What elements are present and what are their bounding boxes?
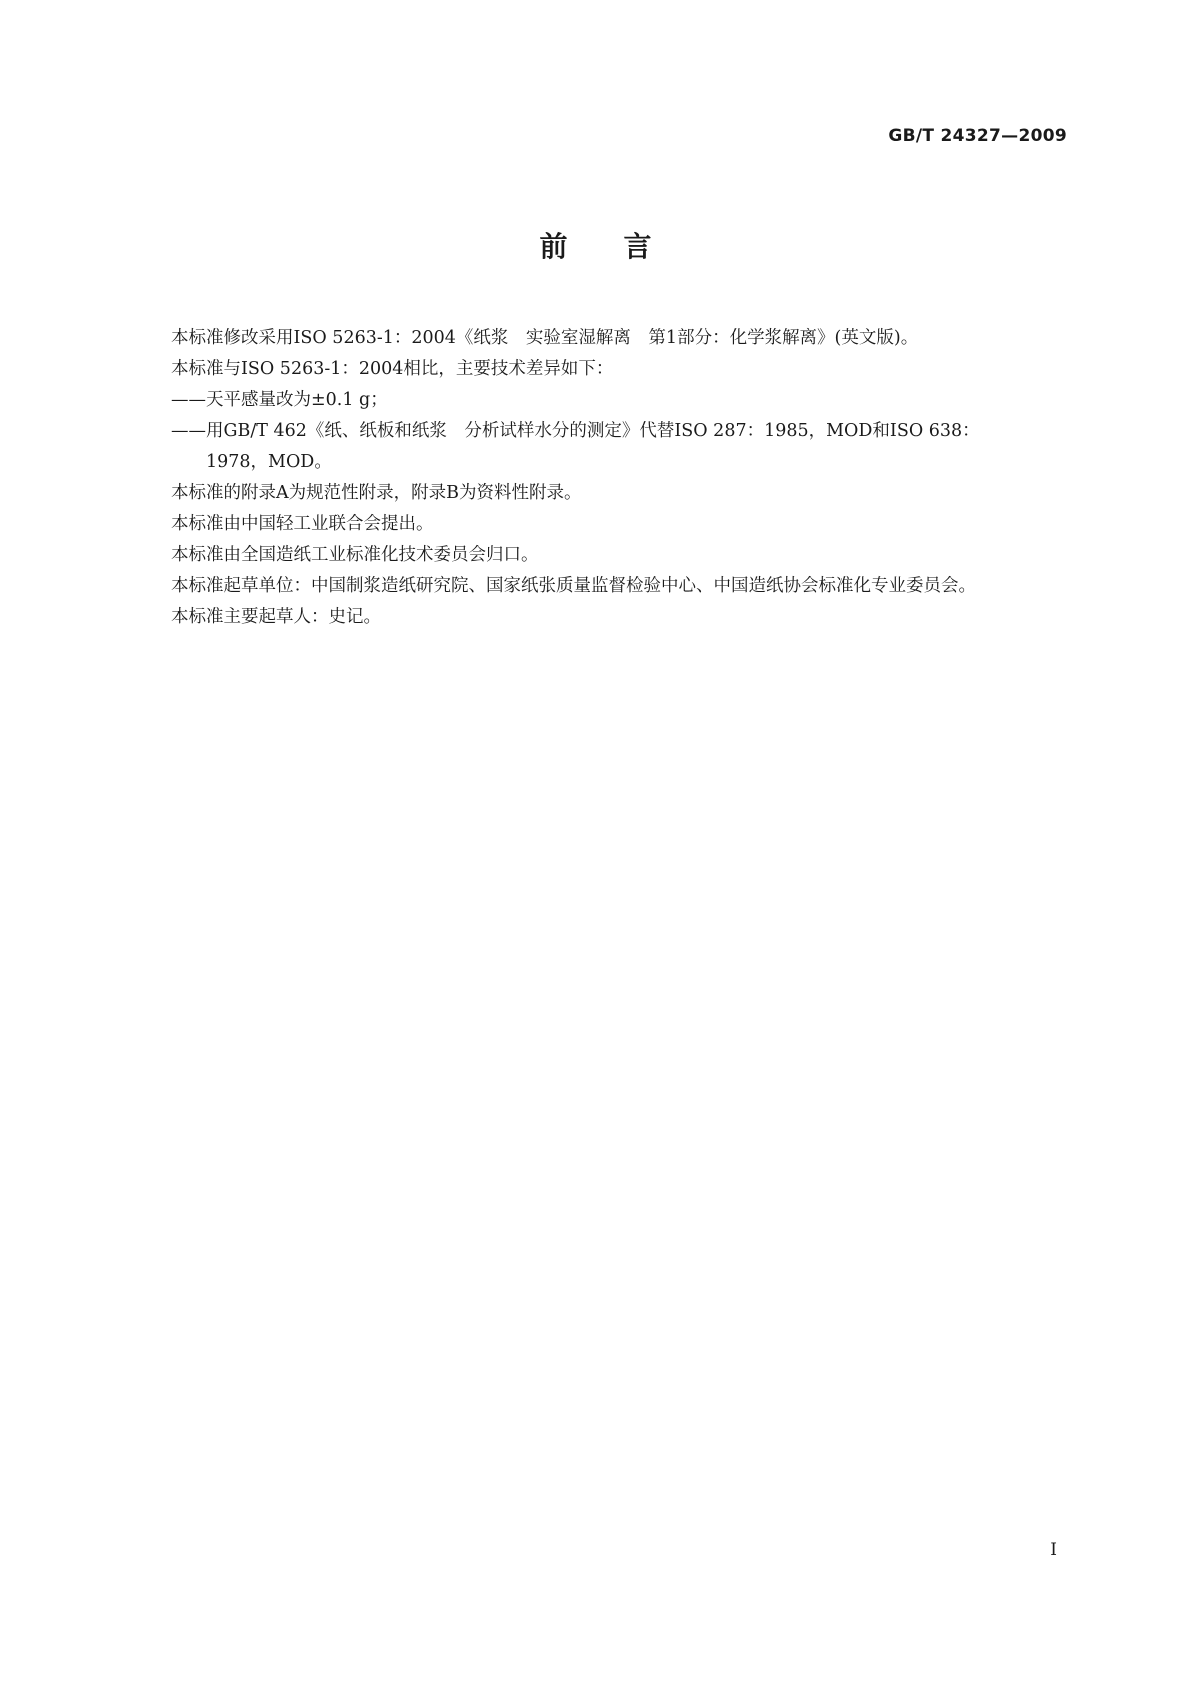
- standard-code: GB/T 24327—2009: [888, 126, 1067, 146]
- list-item-balance: ——天平感量改为±0.1 g；: [171, 390, 388, 410]
- paragraph-proposer: 本标准由中国轻工业联合会提出。: [171, 514, 434, 534]
- list-item-replacement-continued: 1978，MOD。: [206, 452, 332, 472]
- page-number: I: [1050, 1540, 1057, 1560]
- paragraph-adoption: 本标准修改采用ISO 5263-1：2004《纸浆 实验室湿解离 第1部分：化学浆解离》(英文版)。: [171, 328, 919, 348]
- paragraph-committee: 本标准由全国造纸工业标准化技术委员会归口。: [171, 545, 539, 565]
- list-item-replacement: ——用GB/T 462《纸、纸板和纸浆 分析试样水分的测定》代替ISO 287：1985，MOD和ISO 638：: [171, 421, 980, 441]
- foreword-body: [136, 323, 1060, 633]
- paragraph-drafters: 本标准主要起草人：史记。: [171, 607, 381, 627]
- page-title: 前言: [539, 230, 708, 263]
- paragraph-differences-intro: 本标准与ISO 5263-1：2004相比，主要技术差异如下：: [171, 359, 614, 379]
- paragraph-drafting-units: 本标准起草单位：中国制浆造纸研究院、国家纸张质量监督检验中心、中国造纸协会标准化专业委员会。: [171, 576, 976, 596]
- paragraph-annexes: 本标准的附录A为规范性附录，附录B为资料性附录。: [171, 483, 582, 503]
